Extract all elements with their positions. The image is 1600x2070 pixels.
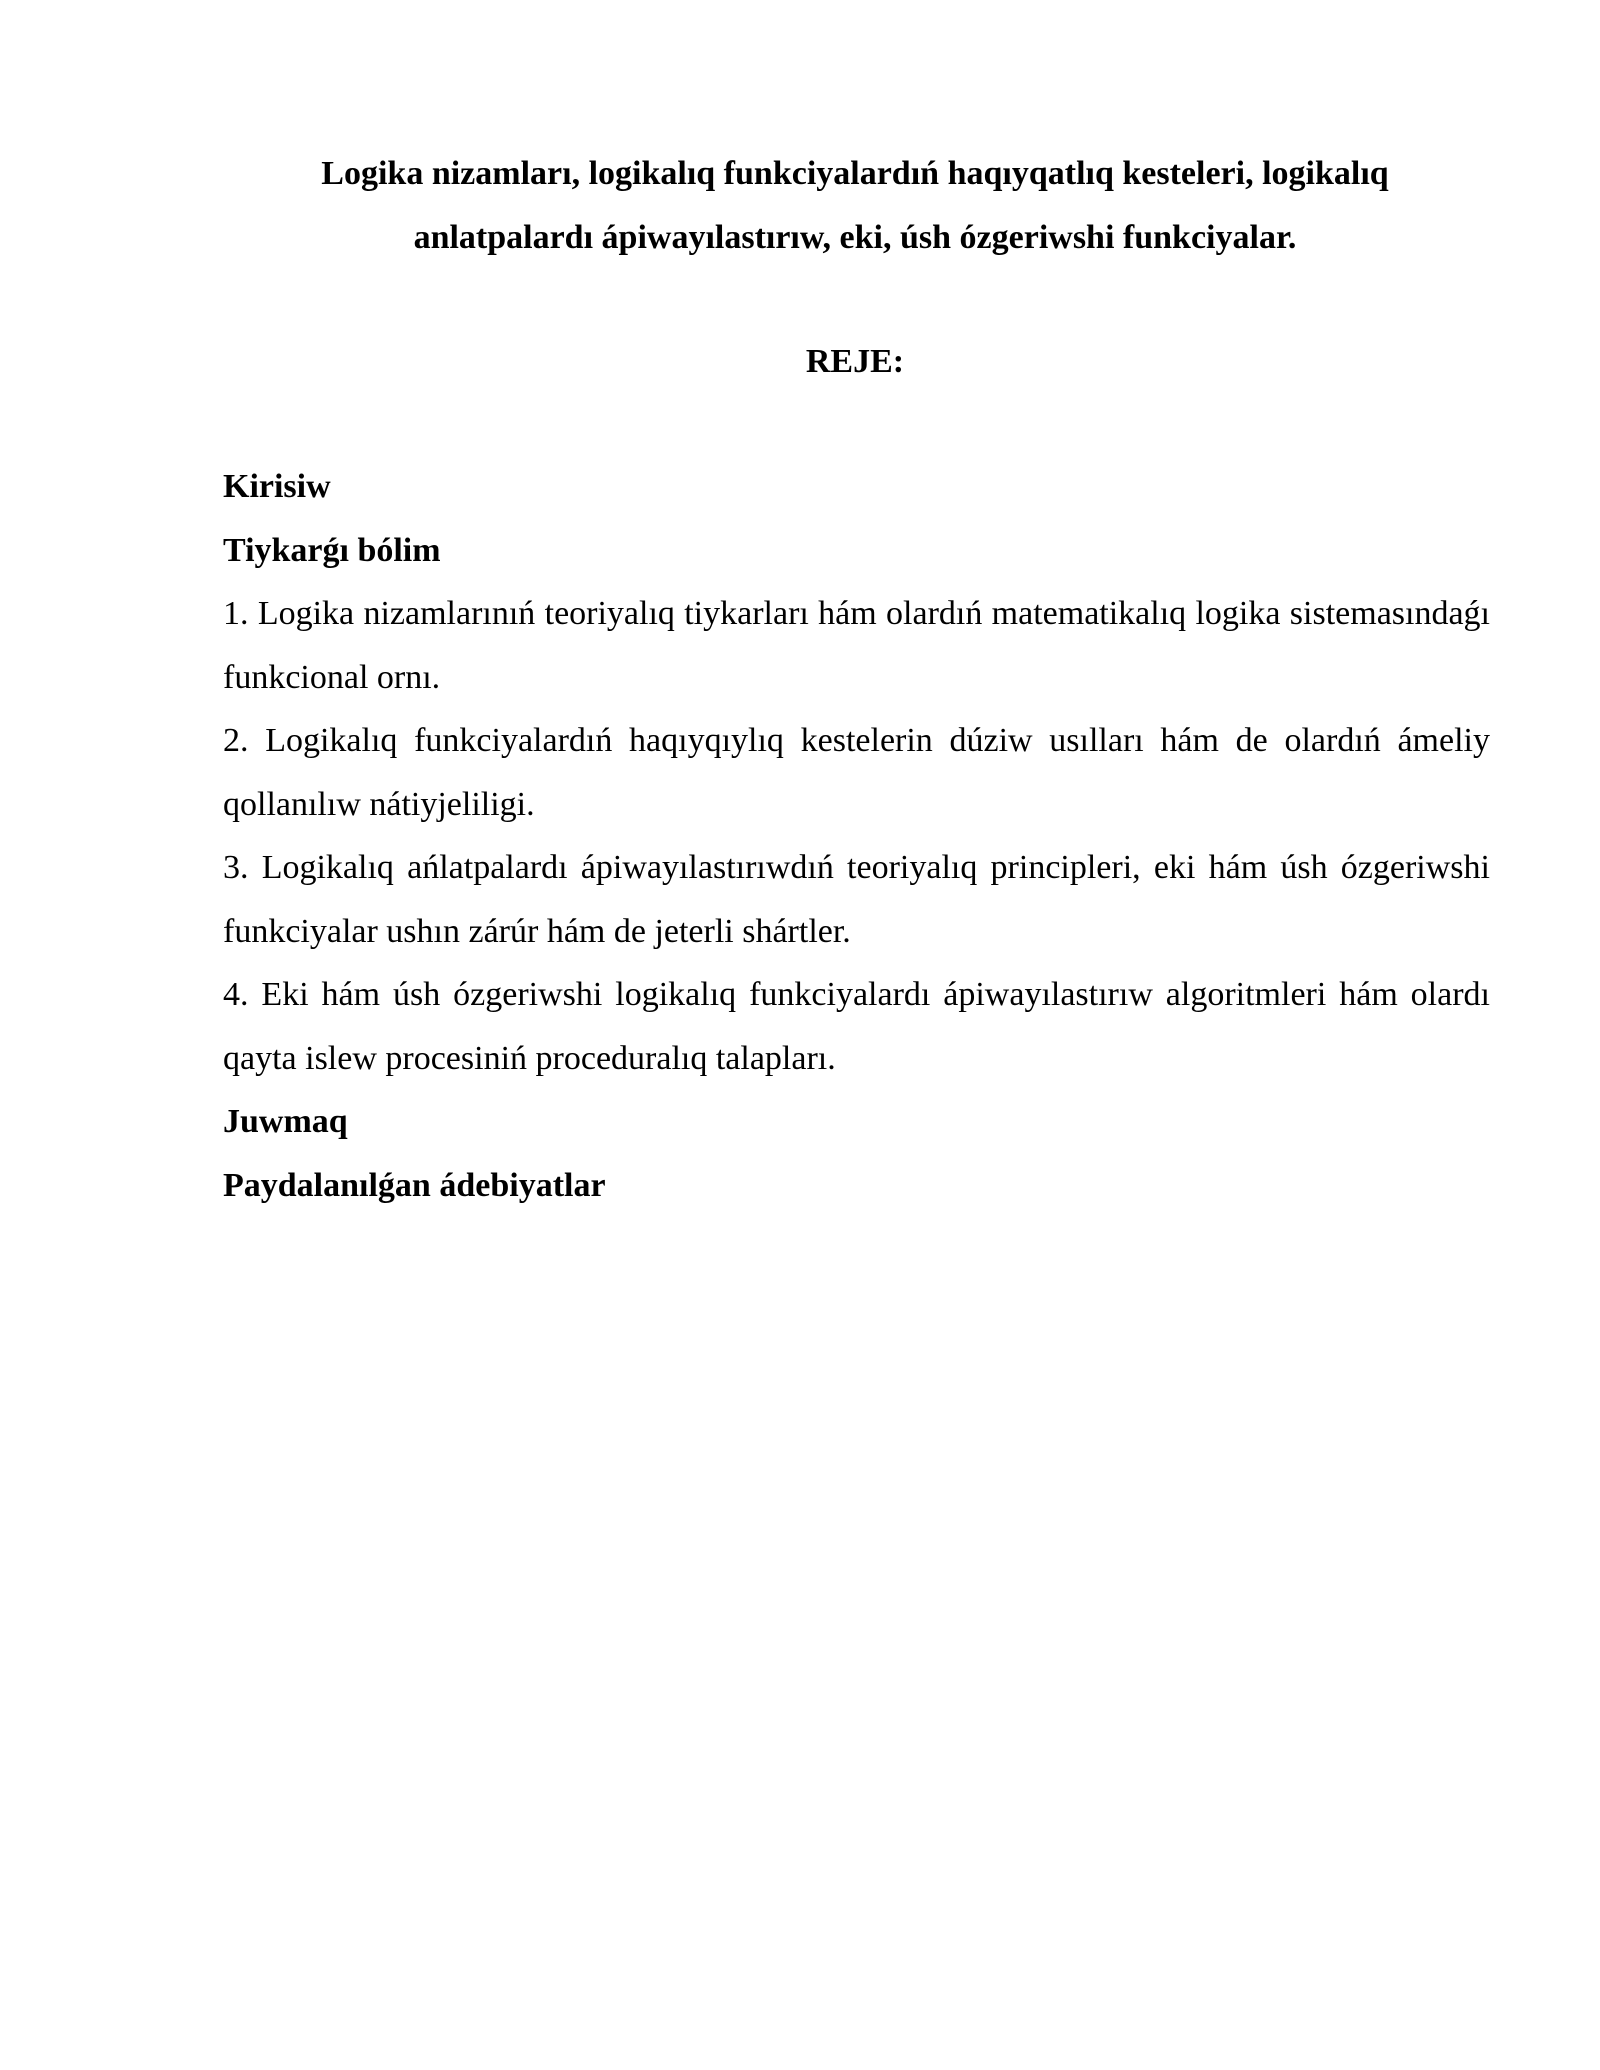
document-title: Logika nizamları, logikalıq funkciyalardıń haqıyqatlıq kesteleri, logikalıq anlatpalardı ápiwayılastırıw, eki, úsh ózgeriwshi funkciyalar. [321, 155, 1389, 256]
plan-item-4: 4. Eki hám úsh ózgeriwshi logikalıq funkciyalardı ápiwayılastırıw algoritmleri hám olardı qayta islew procesiniń proceduralıq talapları. [223, 976, 1490, 1077]
plan-item-1: 1. Logika nizamlarınıń teoriyalıq tiykarları hám olardıń matematikalıq logika sistemasındaǵı funkcional ornı. [223, 595, 1490, 696]
plan-heading: REJE: [805, 343, 905, 380]
references-heading: Paydalanılǵan ádebiyatlar [223, 1166, 606, 1204]
plan-item-3: 3. Logikalıq ańlatpalardı ápiwayılastırıwdıń teoriyalıq principleri, eki hám úsh ózgeriwshi funkciyalar ushın zárúr hám de jeterli shártler. [223, 849, 1490, 950]
main-part-heading: Tiykarǵı bólim [223, 531, 441, 569]
introduction-heading: Kirisiw [223, 468, 331, 505]
plan-content [223, 455, 1490, 1217]
plan-item-2: 2. Logikalıq funkciyalardıń haqıyqıylıq kestelerin dúziw usılları hám de olardıń ámeliy qollanılıw nátiyjeliligi. [223, 722, 1490, 823]
conclusion-heading: Juwmaq [223, 1103, 348, 1140]
